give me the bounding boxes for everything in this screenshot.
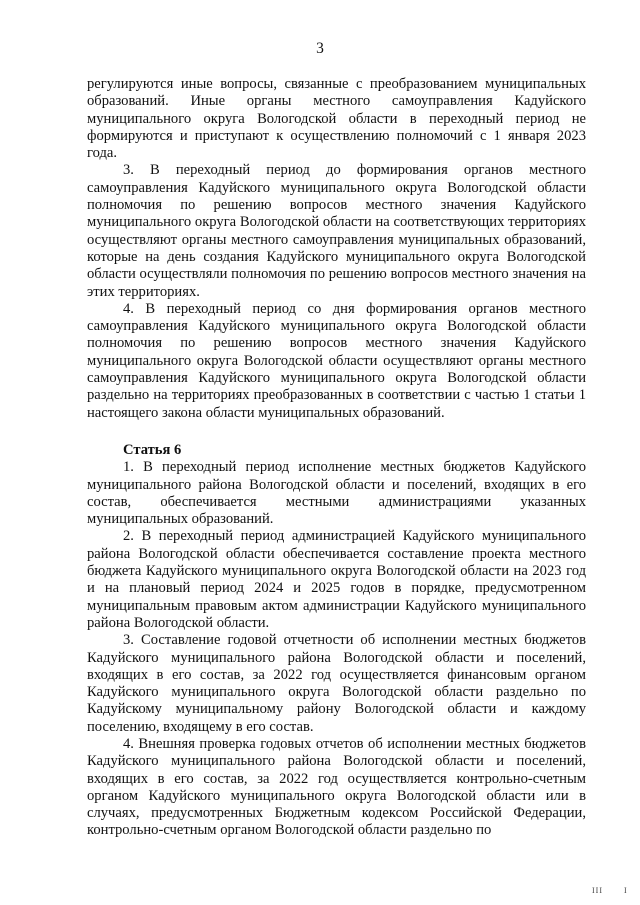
article-6-item-1: 1. В переходный период исполнение местных бюджетов Кадуйского муниципального района Вологодской области и поселений, входящих в его состав, обеспечивается местными администрациями указанных муниципальных образований. [87, 459, 586, 528]
paragraph-3: 3. В переходный период до формирования органов местного самоуправления Кадуйского муниципального округа Вологодской области полномочия по решению вопросов местного значения Кадуйского муниципального округа Вологодской области на соответствующих территориях осуществляют органы местного самоуправления муниципальных образований, которые на день создания Кадуйского муниципального округа Вологодской области осуществляли полномочия по решению вопросов местного значения на этих территориях. [87, 162, 586, 300]
document-body [87, 76, 586, 840]
article-6-item-4: 4. Внешняя проверка годовых отчетов об исполнении местных бюджетов Кадуйского муниципального района Вологодской области и поселений, входящих в его состав, за 2022 год осуществляется контрольно-счетным органом Кадуйского муниципального округа Вологодской области или в случаях, предусмотренных Бюджетным кодексом Российской Федерации, контрольно-счетным органом Вологодской области раздельно по [87, 735, 586, 839]
paragraph-4: 4. В переходный период со дня формирования органов местного самоуправления Кадуйского муниципального округа Вологодской области полномочия по решению вопросов местного значения Кадуйского муниципального округа Вологодской области осуществляют органы местного самоуправления Кадуйского муниципального округа Вологодской области раздельно на территориях преобразованных в соответствии с частью 1 статьи 1 настоящего закона области муниципальных образований. [87, 300, 586, 421]
footer-mark-left: III [592, 886, 603, 895]
continuation-paragraph: регулируются иные вопросы, связанные с преобразованием муниципальных образований. Иные органы местного самоуправления Кадуйского муниципального округа Вологодской области в переходный период не формируются и приступают к осуществлению полномочий с 1 января 2023 года. [87, 76, 586, 162]
footer-mark-right: I [624, 886, 628, 895]
article-6-item-3: 3. Составление годовой отчетности об исполнении местных бюджетов Кадуйского муниципального района Вологодской области и поселений, входящих в его состав, за 2022 год осуществляется финансовым органом Кадуйского муниципального округа Вологодской области раздельно по Кадуйскому муниципальному району Вологодской области и каждому поселению, входящему в его состав. [87, 632, 586, 735]
page-number: 3 [316, 40, 324, 57]
article-6-item-2: 2. В переходный период администрацией Кадуйского муниципального района Вологодской области обеспечивается составление проекта местного бюджета Кадуйского муниципального округа Вологодской области на 2023 год и на плановый период 2024 и 2025 годов в порядке, предусмотренном муниципальным правовым актом администрации Кадуйского муниципального района Вологодской области. [87, 528, 586, 631]
article-6-heading: Статья 6 [123, 441, 182, 458]
